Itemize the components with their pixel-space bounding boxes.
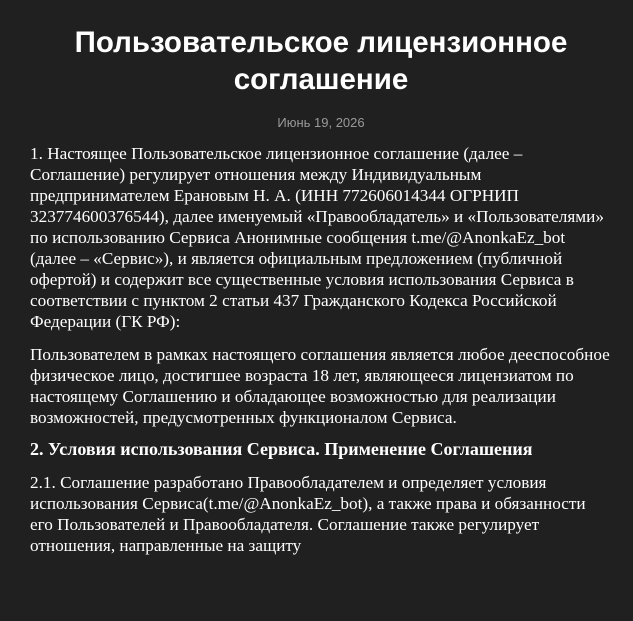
paragraph-intro: 1. Настоящее Пользовательское лицензионное соглашение (далее – Соглашение) регулирует отношения между Индивидуальным предпринимателем Ерановым Н. А. (ИНН 772606014344 ОГРНИП 323774600376544), далее именуемый «Правообладатель» и «Пользователями» по использованию Сервиса Анонимные сообщения t.me/@AnonkaEz_bot (далее – «Сервис»), и является официальным предложением (публичной офертой) и содержит все существенные условия использования Сервиса в соответствии с пунктом 2 статьи 437 Гражданского Кодекса Российской Федерации (ГК РФ): bbox=[30, 144, 604, 331]
section-heading-terms: 2. Условия использования Сервиса. Применение Соглашения bbox=[30, 439, 533, 459]
paragraph-user-definition: Пользователем в рамках настоящего соглашения является любое дееспособное физическое лицо, достигшее возраста 18 лет, являющееся лицензиатом по настоящему Соглашению и обладающее возможностью для реализации возможностей, предусмотренных функционалом Сервиса. bbox=[30, 345, 610, 427]
paragraph-2-1: 2.1. Соглашение разработано Правообладателем и определяет условия использования Сервиса(t.me/@AnonkaEz_bot), а также права и обязанности его Пользователей и Правообладателя. Соглашение также регулирует отношения, направленные на защиту bbox=[30, 473, 586, 555]
article-title: Пользовательское лицензионное соглашение bbox=[74, 26, 568, 96]
publish-date: Июнь 19, 2026 bbox=[277, 115, 365, 130]
